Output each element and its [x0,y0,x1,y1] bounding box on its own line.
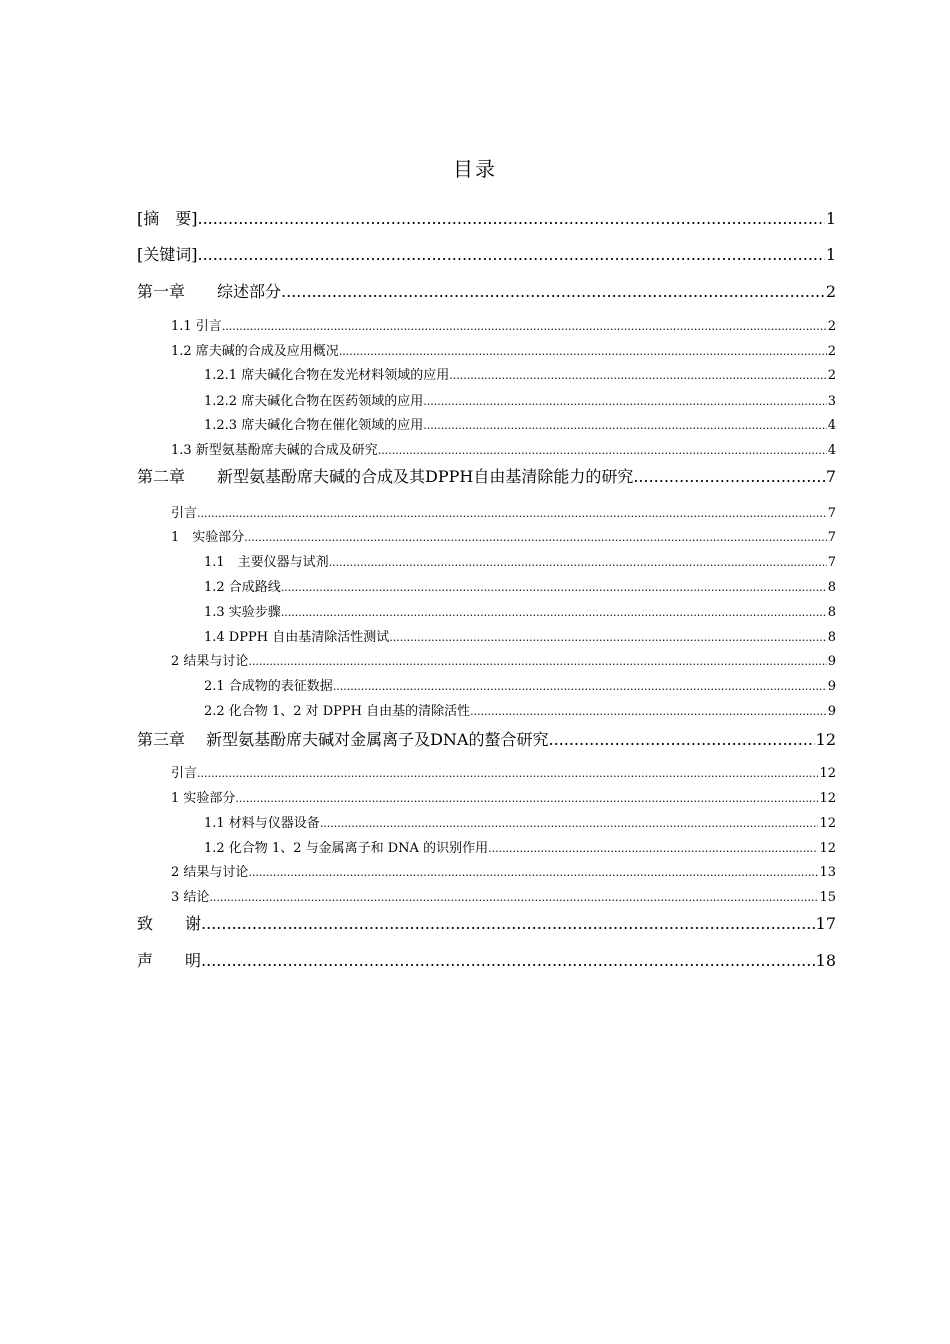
toc-entry-page: 8 [827,605,836,620]
toc-leader-dots [198,244,825,266]
toc-entry-page: 12 [815,730,836,749]
toc-entry-page: 9 [827,679,836,694]
toc-leader-dots [198,208,825,230]
toc-leader-dots [548,729,814,751]
toc-entry-label: 1.3 新型氨基酚席夫碱的合成及研究 [171,443,378,458]
toc-leader-dots [281,604,827,622]
toc-entry-label: 1.2.2 席夫碱化合物在医药领域的应用 [204,394,424,409]
toc-entry-page: 8 [827,580,836,595]
toc-entry-label: 第三章 新型氨基酚席夫碱对金属离子及DNA的螯合研究 [137,730,549,749]
toc-entry-label: 1.1 主要仪器与试剂 [204,555,329,570]
toc-entry-page: 7 [827,506,836,521]
toc-entry-label: 1 实验部分 [171,530,245,545]
toc-leader-dots [248,864,818,882]
toc-entry-label: 1 实验部分 [171,791,236,806]
toc-entry-label: 1.2.1 席夫碱化合物在发光材料领域的应用 [204,368,450,383]
toc-entry-chapter-3[interactable] [137,729,836,751]
toc-leader-dots [389,629,827,647]
toc-leader-dots [244,529,826,547]
toc-leader-dots [488,840,818,858]
toc-entry-page: 12 [819,791,836,806]
toc-leader-dots [222,318,827,336]
toc-entry-label: 1.1 材料与仪器设备 [204,816,320,831]
toc-entry-page: 15 [819,890,836,905]
toc-entry-label: 1.4 DPPH 自由基清除活性测试 [204,630,390,645]
toc-leader-dots [320,815,819,833]
toc-entry-ch3-1[interactable] [171,790,836,808]
toc-entry-ch2-1-3[interactable] [204,604,836,622]
toc-entry-label: 1.2 化合物 1、2 与金属离子和 DNA 的识别作用 [204,841,489,856]
toc-entry-label: 引言 [171,766,198,781]
toc-leader-dots [281,281,825,303]
toc-entry-1-2-3[interactable] [204,417,836,435]
toc-entry-page: 7 [827,530,836,545]
toc-entry-page: 4 [827,443,836,458]
toc-entry-ch2-2-1[interactable] [204,678,836,696]
toc-leader-dots [201,913,815,935]
toc-entry-page: 3 [827,394,836,409]
toc-entry-1-2-2[interactable] [204,393,836,411]
toc-leader-dots [281,579,827,597]
toc-entry-label: 1.2 席夫碱的合成及应用概况 [171,344,339,359]
toc-entry-label: 3 结论 [171,890,210,905]
toc-leader-dots [209,889,818,907]
toc-entry-label: 2.2 化合物 1、2 对 DPPH 自由基的清除活性 [204,704,471,719]
toc-entry-page: 9 [827,654,836,669]
toc-leader-dots [201,950,815,972]
toc-entry-label: 2 结果与讨论 [171,654,249,669]
toc-entry-label: 第一章 综述部分 [137,282,282,301]
toc-leader-dots [423,417,827,435]
toc-entry-page: 4 [827,418,836,433]
toc-entry-label: 1.2 合成路线 [204,580,281,595]
toc-leader-dots [449,367,827,385]
toc-entry-page: 17 [815,914,836,933]
toc-entry-page: 2 [825,282,836,301]
toc-entry-declaration[interactable] [137,950,836,972]
toc-entry-page: 18 [815,951,836,970]
toc-leader-dots [333,678,827,696]
toc-entry-ch2-2-2[interactable] [204,703,836,721]
toc-entry-label: 1.3 实验步骤 [204,605,281,620]
toc-entry-label: 2.1 合成物的表征数据 [204,679,333,694]
toc-entry-keywords[interactable] [137,244,836,266]
toc-leader-dots [470,703,827,721]
toc-entry-page: 2 [827,344,836,359]
toc-leader-dots [339,343,827,361]
toc-entry-label: 致 谢 [137,914,202,933]
toc-entry-label: 第二章 新型氨基酚席夫碱的合成及其DPPH自由基清除能力的研究 [137,467,634,486]
toc-entry-abstract[interactable] [137,208,836,230]
toc-entry-page: 7 [827,555,836,570]
toc-entry-ch2-1-4[interactable] [204,629,836,647]
toc-entry-1-2-1[interactable] [204,367,836,385]
toc-entry-page: 13 [819,865,836,880]
toc-entry-ch3-3[interactable] [171,889,836,907]
toc-entry-page: 2 [827,368,836,383]
toc-title: 目录 [453,157,497,181]
toc-entry-ch2-2[interactable] [171,653,836,671]
toc-entry-page: 12 [819,816,836,831]
toc-entry-ch2-1-1[interactable] [204,554,836,572]
toc-leader-dots [633,466,824,488]
toc-entry-ch2-1-2[interactable] [204,579,836,597]
toc-entry-label: 1.1 引言 [171,319,222,334]
toc-entry-chapter-2[interactable] [137,466,836,488]
toc-entry-page: 1 [825,209,836,228]
toc-entry-1-1[interactable] [171,318,836,336]
toc-leader-dots [378,442,827,460]
toc-leader-dots [235,790,818,808]
toc-leader-dots [197,505,827,523]
toc-entry-label: 1.2.3 席夫碱化合物在催化领域的应用 [204,418,424,433]
toc-entry-label: [摘 要] [137,209,198,228]
toc-leader-dots [248,653,826,671]
toc-entry-page: 9 [827,704,836,719]
toc-entry-acknowledgements[interactable] [137,913,836,935]
toc-entry-label: 2 结果与讨论 [171,865,249,880]
toc-entry-chapter-1[interactable] [137,281,836,303]
toc-entry-ch3-intro[interactable] [171,765,836,783]
toc-entry-label: 声 明 [137,951,202,970]
toc-leader-dots [329,554,827,572]
toc-entry-label: [关键词] [137,245,198,264]
toc-entry-page: 8 [827,630,836,645]
toc-entry-page: 12 [819,841,836,856]
toc-leader-dots [423,393,827,411]
toc-leader-dots [197,765,818,783]
toc-entry-1-2[interactable] [171,343,836,361]
toc-entry-1-3[interactable] [171,442,836,460]
toc-entry-label: 引言 [171,506,198,521]
toc-entry-ch3-1-1[interactable] [204,815,836,833]
toc-entry-page: 12 [819,766,836,781]
toc-entry-ch2-1[interactable] [171,529,836,547]
toc-entry-page: 1 [825,245,836,264]
toc-entry-ch3-1-2[interactable] [204,840,836,858]
toc-entry-page: 2 [827,319,836,334]
toc-entry-ch3-2[interactable] [171,864,836,882]
toc-entry-ch2-intro[interactable] [171,505,836,523]
toc-entry-page: 7 [825,467,836,486]
